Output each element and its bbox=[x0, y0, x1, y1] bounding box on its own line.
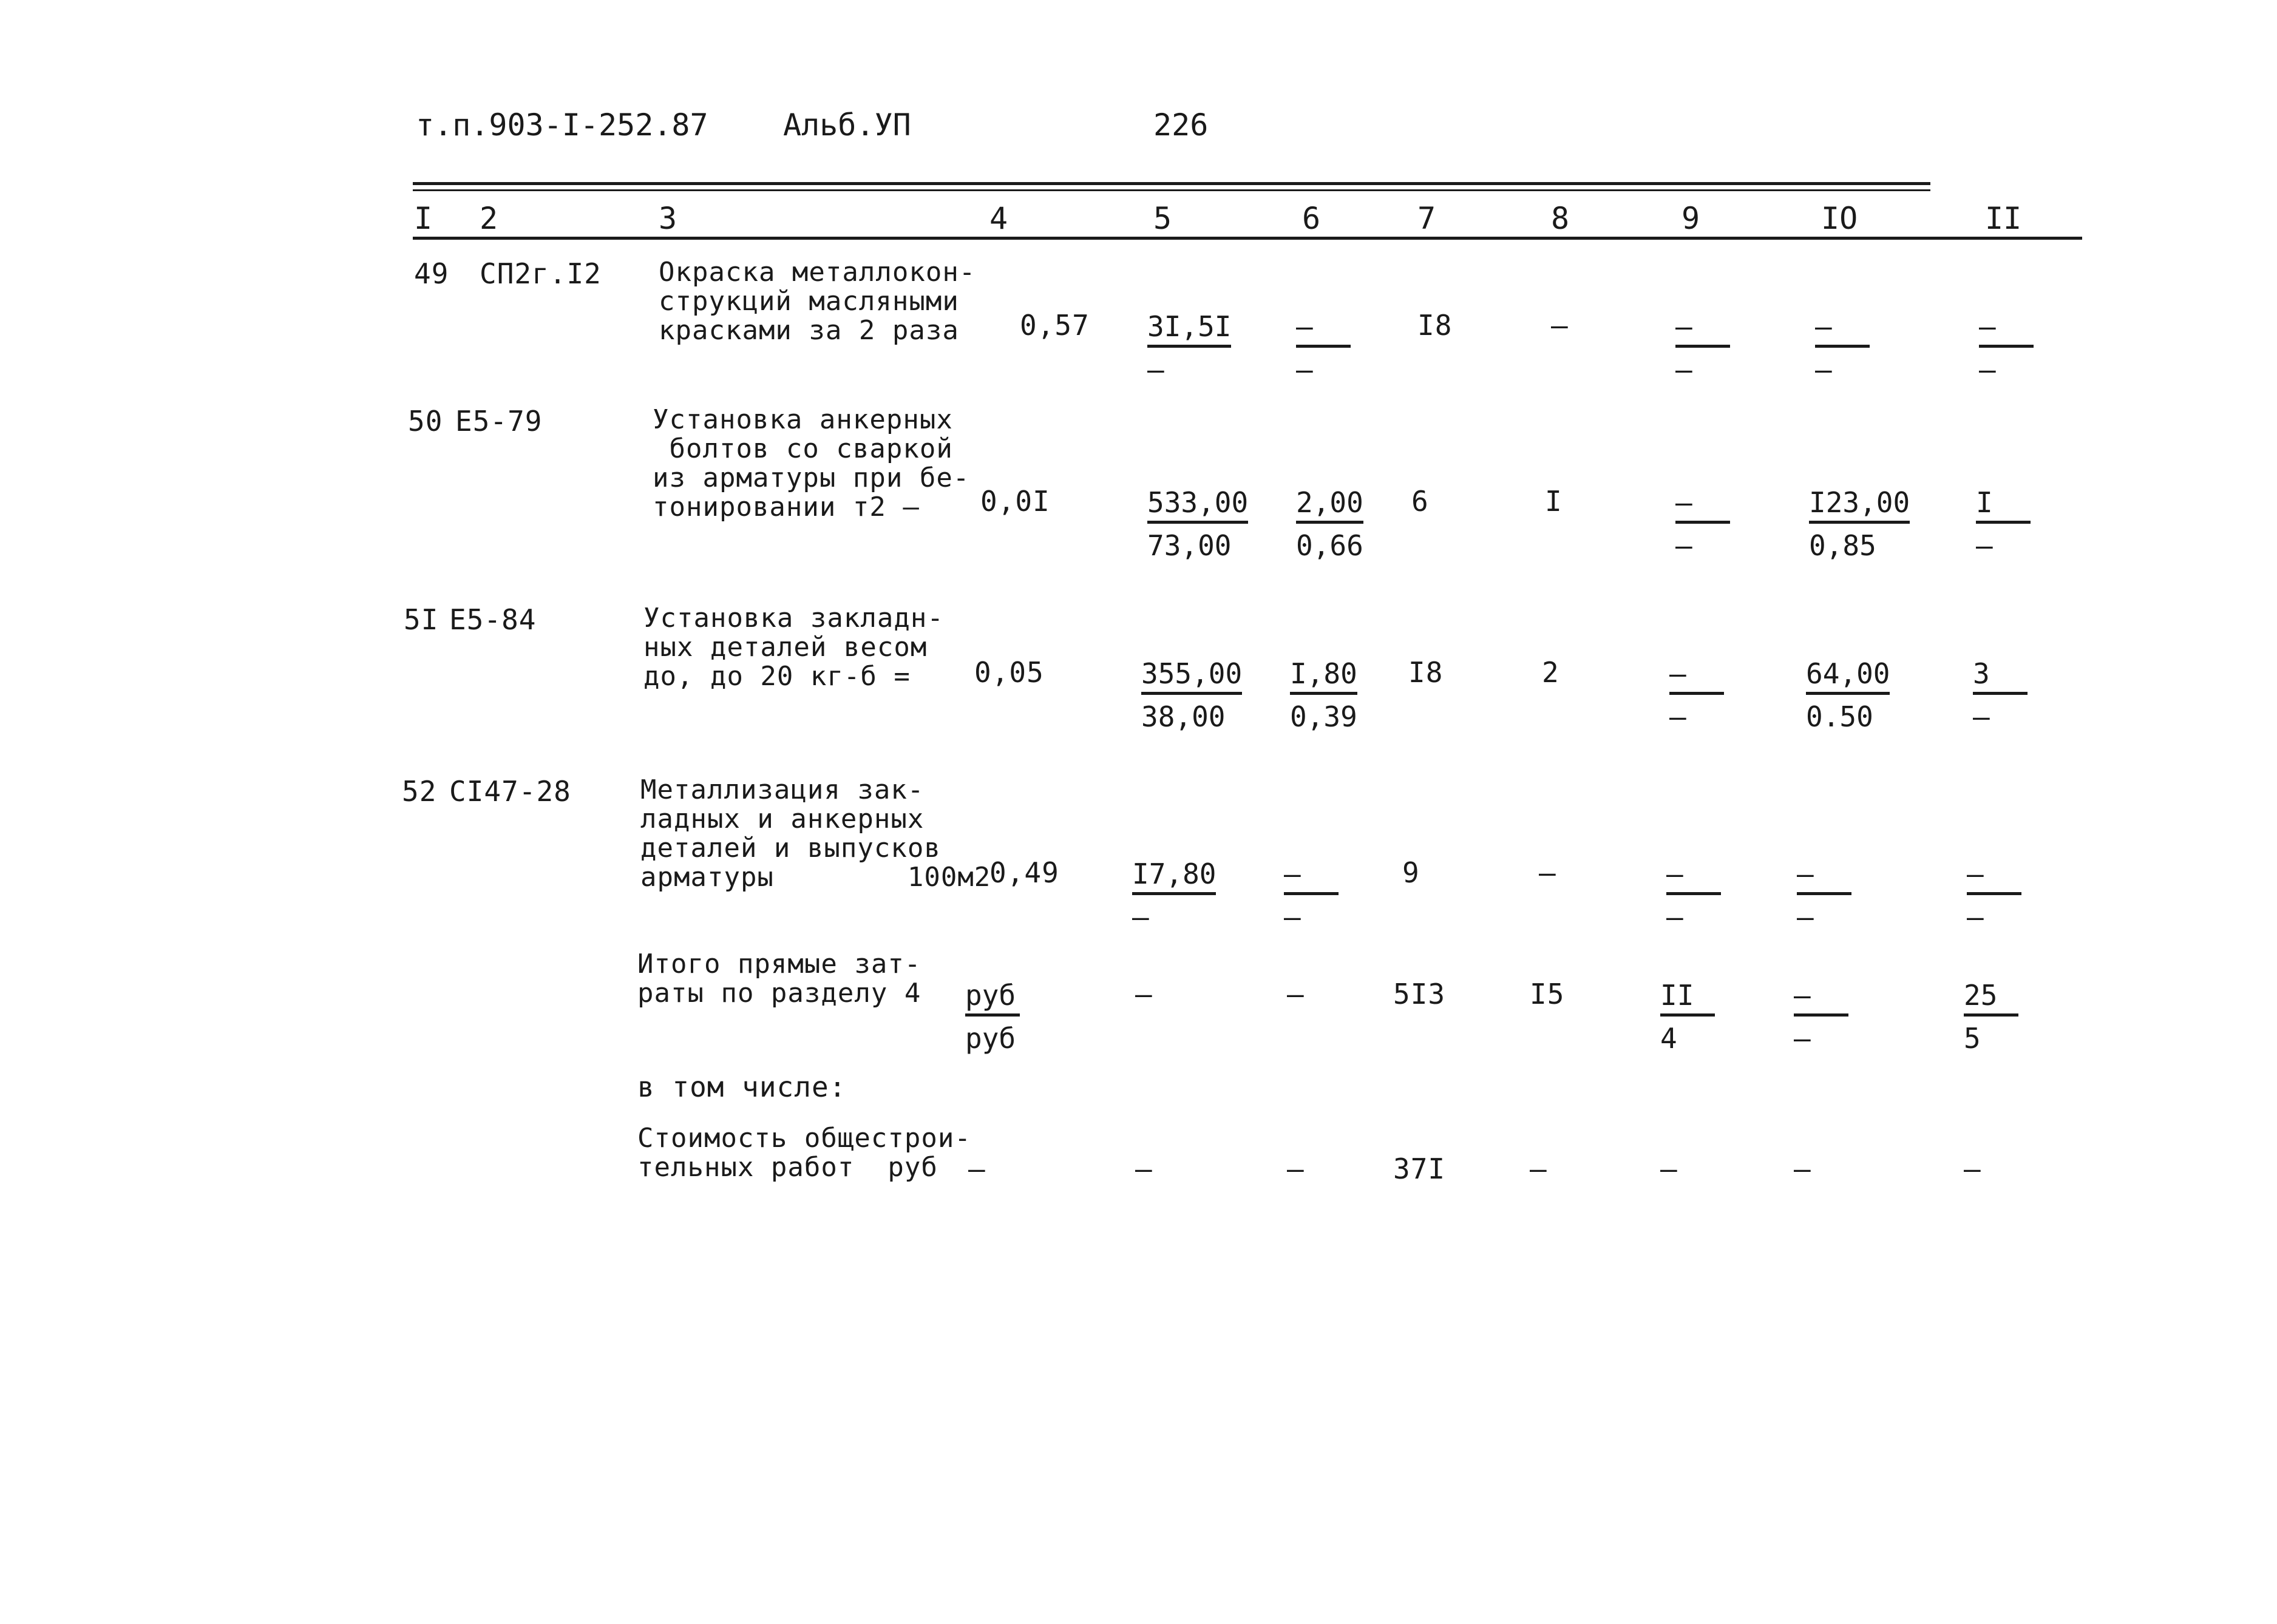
header-rule-top bbox=[413, 182, 1930, 185]
row-52-col10-den: – bbox=[1797, 901, 1814, 933]
row-51-number: 5I bbox=[404, 603, 439, 636]
general-col7: 37I bbox=[1393, 1152, 1446, 1185]
total-unit-num: руб bbox=[965, 978, 1020, 1017]
total-col10-den: – bbox=[1794, 1022, 1811, 1055]
row-52-col10 bbox=[1797, 857, 1851, 934]
row-50-col6 bbox=[1296, 486, 1363, 563]
row-51-col5 bbox=[1141, 657, 1242, 734]
row-51-col10-den: 0.50 bbox=[1806, 700, 1873, 733]
row-49-description: Окраска металлокон- струкций масляными красками за 2 раза bbox=[659, 257, 976, 346]
row-50-col8: I bbox=[1545, 485, 1563, 518]
col-head-11: II bbox=[1985, 201, 2022, 236]
row-49-col5-num: 3I,5I bbox=[1147, 310, 1231, 348]
col-head-7: 7 bbox=[1417, 201, 1436, 236]
total-description: Итого прямые зат- раты по разделу 4 bbox=[637, 949, 921, 1009]
row-52-col9-den: – bbox=[1666, 901, 1683, 933]
col-head-1: I bbox=[414, 201, 433, 236]
row-52-col9 bbox=[1666, 857, 1721, 934]
row-51-col10 bbox=[1806, 657, 1890, 734]
row-49-col10 bbox=[1815, 310, 1870, 387]
total-col11-den: 5 bbox=[1964, 1022, 1981, 1055]
col-head-8: 8 bbox=[1551, 201, 1570, 236]
header-rule-bottom bbox=[413, 189, 1930, 191]
general-unit: – bbox=[968, 1152, 986, 1185]
total-unit bbox=[965, 978, 1020, 1055]
column-head-rule bbox=[413, 237, 2082, 240]
general-col10: – bbox=[1794, 1152, 1811, 1185]
col-head-2: 2 bbox=[480, 201, 498, 236]
row-49-code: СП2г.I2 bbox=[480, 257, 602, 290]
col-head-4: 4 bbox=[989, 201, 1008, 236]
total-unit-den: руб bbox=[965, 1022, 1016, 1055]
row-52-col11-den: – bbox=[1967, 901, 1984, 933]
row-51-code: Е5-84 bbox=[449, 603, 537, 636]
row-50-number: 50 bbox=[408, 405, 443, 438]
general-col5: – bbox=[1135, 1152, 1153, 1185]
col-head-6: 6 bbox=[1302, 201, 1321, 236]
row-49-col11-den: – bbox=[1979, 353, 1996, 386]
total-col11 bbox=[1964, 978, 2018, 1055]
row-52-col10-num: – bbox=[1797, 857, 1851, 895]
row-51-col6-num: I,80 bbox=[1290, 657, 1357, 695]
row-50-col11 bbox=[1976, 486, 2031, 563]
row-52-col11-num: – bbox=[1967, 857, 2021, 895]
row-50-col6-num: 2,00 bbox=[1296, 486, 1363, 524]
row-50-col11-den: – bbox=[1976, 529, 1993, 562]
row-50-col5 bbox=[1147, 486, 1248, 563]
row-51-col5-num: 355,00 bbox=[1141, 657, 1242, 695]
total-col10 bbox=[1794, 978, 1848, 1055]
page-number: 226 bbox=[1153, 107, 1209, 143]
row-49-number: 49 bbox=[414, 257, 449, 290]
row-51-col9-den: – bbox=[1669, 700, 1686, 733]
album-label: Альб.УП bbox=[783, 107, 911, 143]
row-52-col11 bbox=[1967, 857, 2021, 934]
total-col8: I5 bbox=[1530, 978, 1565, 1010]
row-50-col5-num: 533,00 bbox=[1147, 486, 1248, 524]
row-52-col6-den: – bbox=[1284, 901, 1301, 933]
row-51-col6 bbox=[1290, 657, 1357, 734]
row-50-col9-num: – bbox=[1675, 486, 1730, 524]
row-51-col10-num: 64,00 bbox=[1806, 657, 1890, 695]
row-52-col9-num: – bbox=[1666, 857, 1721, 895]
total-col7: 5I3 bbox=[1393, 978, 1446, 1010]
total-col9 bbox=[1660, 978, 1715, 1055]
row-51-quantity: 0,05 bbox=[974, 656, 1044, 689]
row-50-col11-num: I bbox=[1976, 486, 2031, 524]
row-52-number: 52 bbox=[402, 775, 437, 808]
row-50-quantity: 0,0I bbox=[980, 485, 1050, 518]
row-52-code: СI47-28 bbox=[449, 775, 571, 808]
row-52-col8: – bbox=[1539, 856, 1556, 889]
row-50-col6-den: 0,66 bbox=[1296, 529, 1363, 562]
row-49-col6 bbox=[1296, 310, 1351, 387]
row-51-col5-den: 38,00 bbox=[1141, 700, 1226, 733]
row-49-col6-den: – bbox=[1296, 353, 1313, 386]
row-49-col9-den: – bbox=[1675, 353, 1692, 386]
col-head-3: 3 bbox=[659, 201, 677, 236]
doc-code: т.п.903-I-252.87 bbox=[416, 107, 708, 143]
col-head-9: 9 bbox=[1681, 201, 1700, 236]
total-col9-num: II bbox=[1660, 978, 1715, 1017]
general-col8: – bbox=[1530, 1152, 1547, 1185]
total-col11-num: 25 bbox=[1964, 978, 2018, 1017]
row-52-col5 bbox=[1132, 857, 1216, 934]
row-52-col6-num: – bbox=[1284, 857, 1339, 895]
row-52-col5-den: – bbox=[1132, 901, 1149, 933]
row-49-col5-den: – bbox=[1147, 353, 1164, 386]
row-51-col6-den: 0,39 bbox=[1290, 700, 1357, 733]
row-49-col6-num: – bbox=[1296, 310, 1351, 348]
row-51-col11-num: 3 bbox=[1973, 657, 2028, 695]
row-52-col6 bbox=[1284, 857, 1339, 934]
row-49-col11-num: – bbox=[1979, 310, 2034, 348]
row-52-quantity: 0,49 bbox=[989, 856, 1059, 889]
row-52-col7: 9 bbox=[1402, 856, 1420, 889]
row-50-col9 bbox=[1675, 486, 1730, 563]
total-col6: – bbox=[1287, 978, 1305, 1010]
row-51-col11-den: – bbox=[1973, 700, 1990, 733]
row-50-code: Е5-79 bbox=[455, 405, 543, 438]
general-description: Стоимость общестрои- тельных работ руб bbox=[637, 1123, 971, 1183]
row-52-description: Металлизация зак- ладных и анкерных деталей и выпусков арматуры 100м2 bbox=[640, 774, 991, 893]
row-50-col7: 6 bbox=[1411, 485, 1429, 518]
row-51-col9-num: – bbox=[1669, 657, 1724, 695]
row-49-quantity: 0,57 bbox=[1020, 309, 1090, 342]
row-51-col8: 2 bbox=[1542, 656, 1559, 689]
row-49-col8: – bbox=[1551, 309, 1569, 342]
general-col6: – bbox=[1287, 1152, 1305, 1185]
row-51-col11 bbox=[1973, 657, 2028, 734]
row-51-col9 bbox=[1669, 657, 1724, 734]
col-head-10: IO bbox=[1821, 201, 1858, 236]
row-49-col7: I8 bbox=[1417, 309, 1453, 342]
row-49-col11 bbox=[1979, 310, 2034, 387]
row-49-col5 bbox=[1147, 310, 1231, 387]
row-50-col5-den: 73,00 bbox=[1147, 529, 1232, 562]
total-col10-num: – bbox=[1794, 978, 1848, 1017]
total-col9-den: 4 bbox=[1660, 1022, 1677, 1055]
col-head-5: 5 bbox=[1153, 201, 1172, 236]
including-label: в том числе: bbox=[637, 1071, 847, 1103]
row-51-description: Установка закладн- ных деталей весом до, до 20 кг-б = bbox=[643, 603, 944, 692]
general-col11: – bbox=[1964, 1152, 1981, 1185]
row-51-col7: I8 bbox=[1408, 656, 1444, 689]
row-50-col10 bbox=[1809, 486, 1910, 563]
row-50-col10-den: 0,85 bbox=[1809, 529, 1876, 562]
row-52-col5-num: I7,80 bbox=[1132, 857, 1216, 895]
row-50-col10-num: I23,00 bbox=[1809, 486, 1910, 524]
row-49-col9-num: – bbox=[1675, 310, 1730, 348]
total-col5: – bbox=[1135, 978, 1153, 1010]
row-49-col10-den: – bbox=[1815, 353, 1832, 386]
row-49-col9 bbox=[1675, 310, 1730, 387]
row-49-col10-num: – bbox=[1815, 310, 1870, 348]
general-col9: – bbox=[1660, 1152, 1678, 1185]
row-50-description: Установка анкерных болтов со сваркой из арматуры при бе- тонировании т2 – bbox=[653, 404, 970, 523]
row-50-col9-den: – bbox=[1675, 529, 1692, 562]
